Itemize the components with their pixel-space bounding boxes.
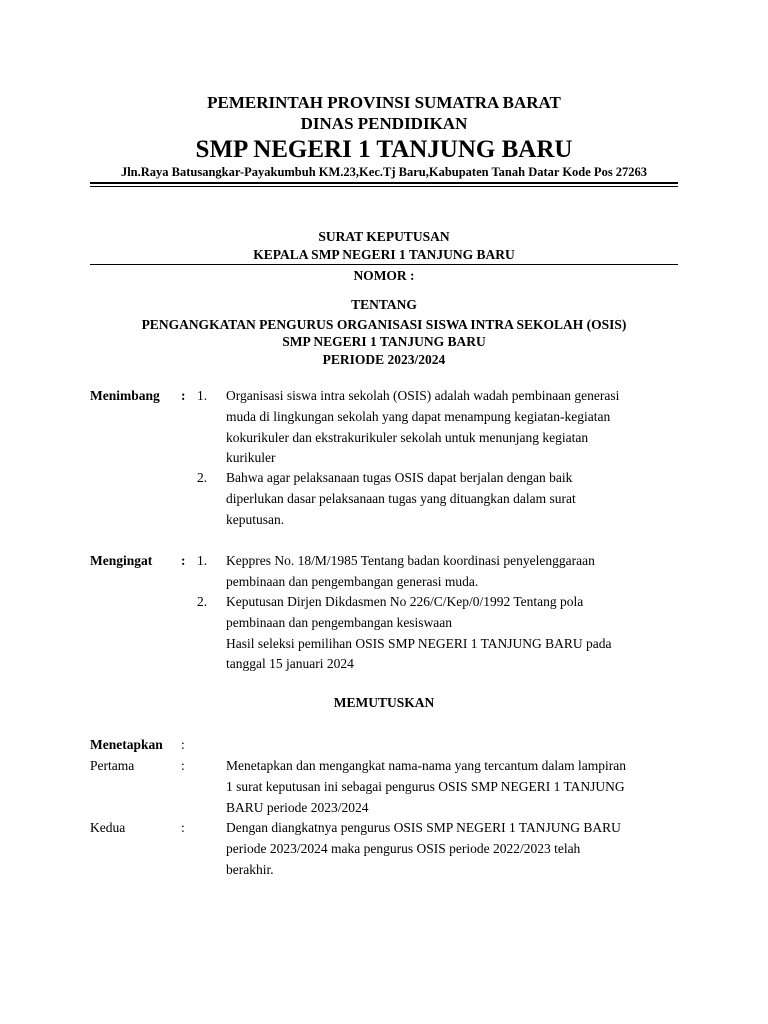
decree-number: NOMOR : [353,268,415,283]
decree-subject-school: SMP NEGERI 1 TANJUNG BARU [282,334,486,349]
decree-subject: PENGANGKATAN PENGURUS ORGANISASI SISWA INTRA SEKOLAH (OSIS) [141,317,627,332]
text-line: kokurikuler dan ekstrakurikuler sekolah untuk menunjang kegiatan [226,429,589,445]
kedua-colon: : [181,820,185,835]
text-line: keputusan. [226,511,285,527]
menimbang-item-number: 2. [197,470,208,485]
text-line: Organisasi siswa intra sekolah (OSIS) adalah wadah pembinaan generasi [226,388,620,403]
text-line: kurikuler [226,450,276,466]
pertama-label: Pertama [90,758,135,773]
pertama-colon: : [181,758,185,773]
text-line: 1 surat keputusan ini sebagai pengurus OSIS SMP NEGERI 1 TANJUNG [226,778,625,794]
menimbang-item-text [226,386,678,469]
text-line: pembinaan dan pengembangan generasi muda. [226,573,479,589]
letterhead-government: PEMERINTAH PROVINSI SUMATRA BARAT [207,93,561,112]
letterhead-rule-thick [90,182,678,184]
letterhead-department: DINAS PENDIDIKAN [300,114,468,133]
mengingat-item-text [226,551,678,593]
letterhead-school-name: SMP NEGERI 1 TANJUNG BARU [195,136,573,163]
mengingat-item-number: 1. [197,553,208,568]
kedua-text [226,818,678,880]
menetapkan-colon: : [181,737,185,752]
text-line: tanggal 15 januari 2024 [226,656,354,672]
decree-about: TENTANG [351,297,417,312]
letterhead-address: Jln.Raya Batusangkar-Payakumbuh KM.23,Kec.Tj Baru,Kabupaten Tanah Datar Kode Pos 27263 [120,165,648,179]
text-line: BARU periode 2023/2024 [226,799,369,815]
menimbang-colon: : [181,388,186,403]
kedua-label: Kedua [90,820,126,835]
text-line: Hasil seleksi pemilihan OSIS SMP NEGERI 1 TANJUNG BARU pada [226,635,612,651]
menimbang-item-number: 1. [197,388,208,403]
text-line: Dengan diangkatnya pengurus OSIS SMP NEGERI 1 TANJUNG BARU [226,820,621,835]
mengingat-colon: : [181,553,186,568]
title-rule [90,264,678,265]
menetapkan-label: Menetapkan [90,737,163,752]
mengingat-label: Mengingat [90,553,153,568]
menimbang-item-text [226,468,678,530]
memutuskan-heading: MEMUTUSKAN [333,695,435,710]
text-line: Bahwa agar pelaksanaan tugas OSIS dapat berjalan dengan baik [226,470,573,485]
text-line: pembinaan dan pengembangan kesiswaan [226,614,453,630]
text-line: Menetapkan dan mengangkat nama-nama yang tercantum dalam lampiran [226,758,626,773]
text-line: berakhir. [226,861,274,877]
decree-period: PERIODE 2023/2024 [322,352,446,367]
text-line: Keputusan Dirjen Dikdasmen No 226/C/Kep/0/1992 Tentang pola [226,594,584,609]
decree-title: SURAT KEPUTUSAN [318,229,450,244]
text-line: Keppres No. 18/M/1985 Tentang badan koordinasi penyelenggaraan [226,553,595,568]
text-line: diperlukan dasar pelaksanaan tugas yang dituangkan dalam surat [226,490,576,506]
mengingat-item-number: 2. [197,594,208,609]
pertama-text [226,756,678,818]
letterhead-rule-thin [90,186,678,187]
decree-issuer: KEPALA SMP NEGERI 1 TANJUNG BARU [253,247,515,262]
text-line: periode 2023/2024 maka pengurus OSIS periode 2022/2023 telah [226,840,581,856]
mengingat-item-text [226,592,678,675]
text-line: muda di lingkungan sekolah yang dapat menampung kegiatan-kegiatan [226,408,611,424]
menimbang-label: Menimbang [90,388,160,403]
